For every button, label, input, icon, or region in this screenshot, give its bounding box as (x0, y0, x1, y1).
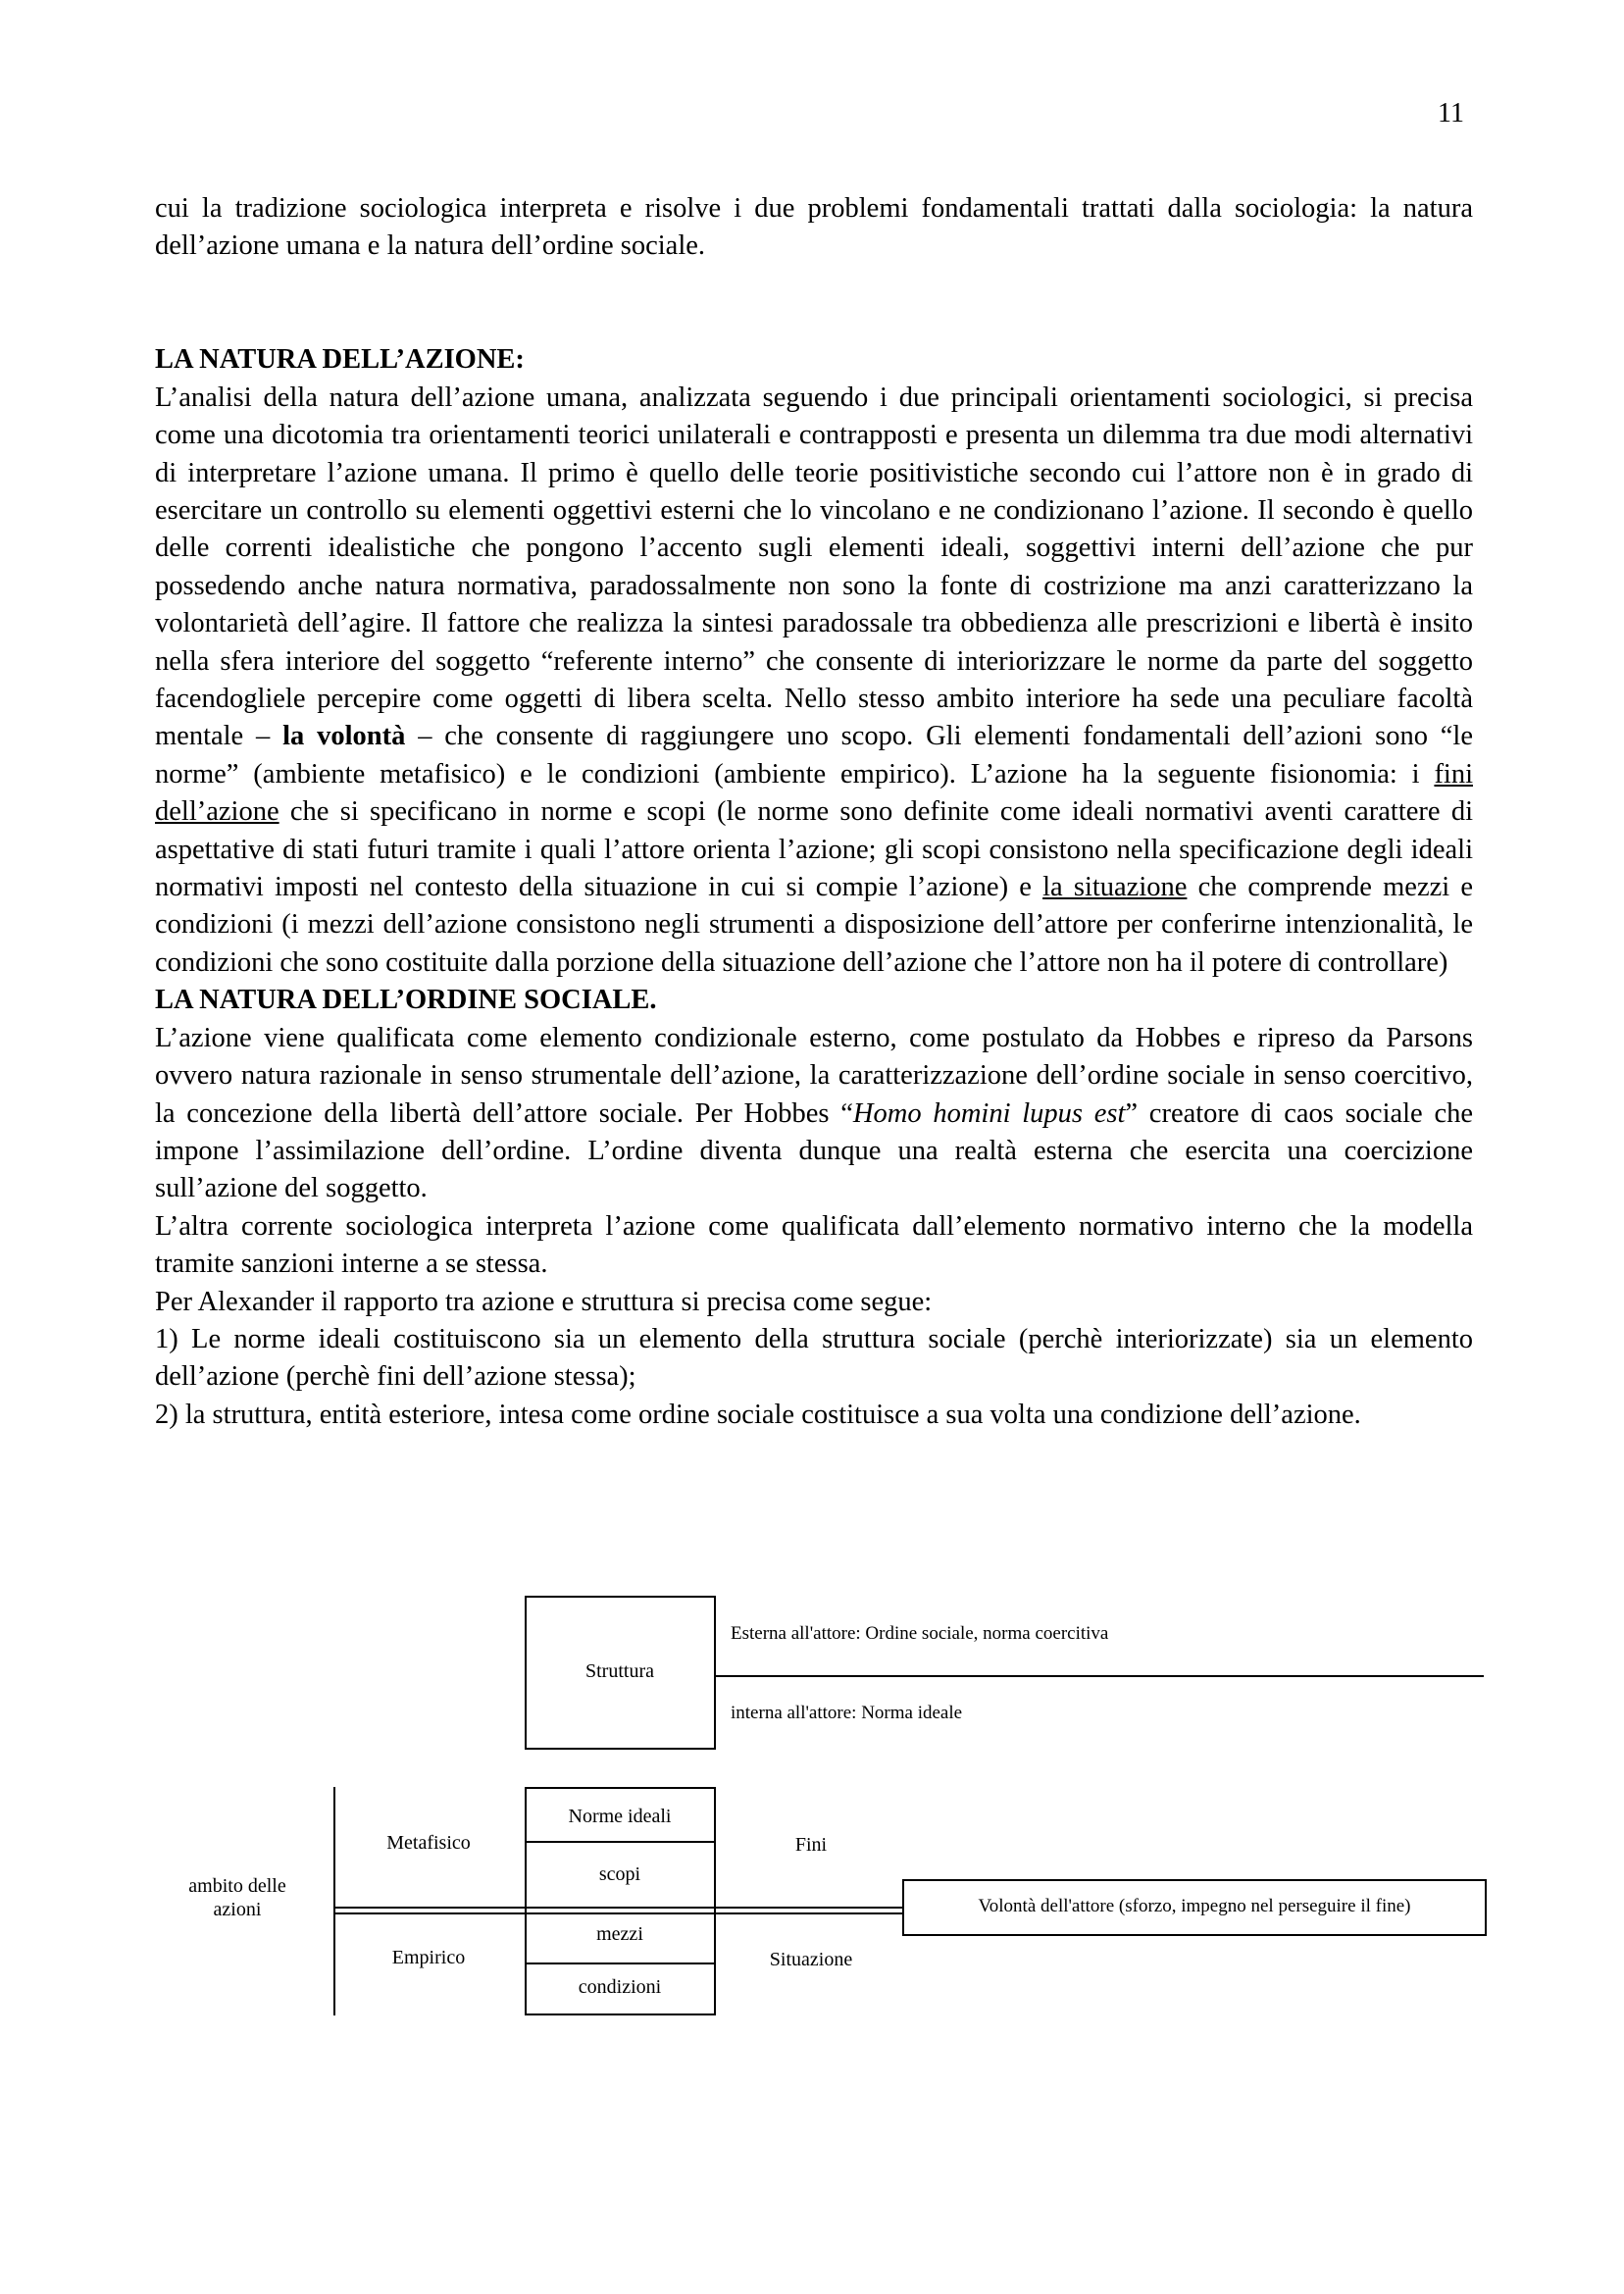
ordine-text-a: L’azione viene qualificata come elemento condizionale esterno, come postulato da Hobbes e ripreso da Parsons ovvero natura razionale in senso strumentale dell’azione, la caratterizzazione dell’ordine sociale in senso coercitivo, la concezione della libertà dell’attore sociale. Per Hobbes “ (155, 1022, 1473, 1129)
fini-label: Fini (794, 1834, 828, 1856)
section-heading-azione: LA NATURA DELL’AZIONE: (155, 344, 525, 376)
ordine-text-b: ” creatore di caos sociale che impone l’assimilazione dell’ordine. L’ordine diventa dunque una realtà esterna che esercita una coercizione sull’azione del soggetto. (155, 1097, 1473, 1204)
ordine-paragraph-3: Per Alexander il rapporto tra azione e struttura si precisa come segue: (155, 1286, 933, 1317)
elements-divider-3 (525, 1963, 716, 1964)
situazione-label: Situazione (769, 1949, 853, 1970)
volonta-box (902, 1879, 1487, 1936)
ambito-line-1: ambito delle (188, 1875, 286, 1897)
azione-text-b: – che consente di raggiungere uno scopo. Gli elementi fondamentali dell’azioni sono “le norme” (ambiente metafisico) e le condizioni (ambiente empirico). L’azione ha la seguente fisionomia: i (155, 721, 1473, 790)
empirico-label: Empirico (391, 1947, 466, 1968)
interna-label: interna all'attore: Norma ideale (731, 1703, 963, 1723)
esterna-label: Esterna all'attore: Ordine sociale, norma coercitiva (731, 1623, 1109, 1644)
struttura-divider-line (714, 1675, 1484, 1677)
norme-label: Norme ideali (568, 1806, 672, 1827)
ordine-italic-quote: Homo homini lupus est (852, 1097, 1126, 1129)
elements-divider-1 (525, 1841, 716, 1843)
intro-text: cui la tradizione sociologica interpreta e risolve i due problemi fondamentali trattati dalla sociologia: la natura dell’azione umana e la natura dell’ordine sociale. (155, 193, 1473, 262)
ambito-label (188, 1874, 285, 1921)
page-number: 11 (1438, 98, 1464, 128)
struttura-box (525, 1596, 716, 1750)
fini-split-line-bottom (716, 1912, 904, 1914)
scopi-label: scopi (598, 1863, 641, 1885)
section-heading-ordine: LA NATURA DELL’ORDINE SOCIALE. (155, 985, 657, 1016)
azione-text-c: che si specificano in norme e scopi (le norme sono definite come ideali normativi aventi carattere di aspettative di stati futuri tramite i quali l’attore orienta l’azione; gli scopi consistono nella specificazione degli ideali normativi imposti nel contesto della situazione in cui si compie l’azione) e (155, 796, 1474, 903)
list-item-2: 2) la struttura, entità esteriore, intesa come ordine sociale costituisce a sua volta una condizione dell’azione. (155, 1399, 1361, 1430)
azione-underline-fini: fini dell’azione (155, 758, 1474, 828)
elements-divider-2-bottom (525, 1912, 716, 1914)
azione-text-d: che comprende mezzi e condizioni (i mezzi dell’azione consistono negli strumenti a disposizione dell’attore per conferirne intenzionalità, le condizioni che sono costituite dalla porzione della situazione dell’azione che l’attore non ha il potere di controllare) (155, 872, 1473, 978)
elements-divider-2-top (525, 1907, 716, 1909)
list-item-1: 1) Le norme ideali costituiscono sia un elemento della struttura sociale (perchè interiorizzate) sia un elemento dell’azione (perchè fini dell’azione stessa); (155, 1323, 1473, 1393)
ambito-split-line-bottom (333, 1912, 525, 1914)
ambito-split-line-top (333, 1907, 525, 1909)
condizioni-label: condizioni (578, 1976, 662, 1998)
section-azione-paragraph (155, 380, 1473, 983)
intro-paragraph (155, 190, 1473, 266)
mezzi-label: mezzi (596, 1923, 643, 1945)
azione-text-a: L’analisi della natura dell’azione umana, analizzata seguendo i due principali orientamenti sociologici, si precisa come una dicotomia tra orientamenti teorici unilaterali e contrapposti e presenta un dilemma tra due modi alternativi di interpretare l’azione umana. Il primo è quello delle teorie positivistiche secondo cui l’attore non è in grado di esercitare un controllo su elementi oggettivi esterni che lo vincolano e ne condizionano l’azione. Il secondo è quello delle correnti idealistiche che pongono l’accento sugli elementi ideali, soggettivi interni dell’azione che pur possedendo anche natura normativa, paradossalmente non sono la fonte di costrizione ma anzi caratterizzano la volontarietà dell’agire. Il fattore che realizza la sintesi paradossale tra obbedienza alle prescrizioni e libertà è insito nella sfera interiore del soggetto “referente interno” che consente di interiorizzare le norme da parte del soggetto facendogliele percepire come oggetti di libera scelta. Nello stesso ambito interiore ha sede una peculiare facoltà mentale – (155, 382, 1473, 752)
ambito-vertical-line (333, 1787, 335, 2015)
section-ordine-paragraph (155, 1020, 1473, 1208)
ordine-paragraph-2: L’altra corrente sociologica interpreta l’azione come qualificata dall’elemento normativo interno che la modella tramite sanzioni interne a se stessa. (155, 1210, 1473, 1280)
azione-bold-volonta: la volontà (282, 721, 406, 752)
elements-box (525, 1787, 716, 2015)
ambito-line-2: azioni (213, 1899, 262, 1920)
struttura-label: Struttura (585, 1660, 654, 1682)
main-text (155, 304, 1473, 1434)
metafisico-label: Metafisico (386, 1832, 471, 1854)
volonta-label: Volontà dell'attore (sforzo, impegno nel perseguire il fine) (978, 1896, 1411, 1916)
azione-underline-situazione: la situazione (1042, 872, 1188, 903)
fini-split-line-top (716, 1907, 904, 1909)
